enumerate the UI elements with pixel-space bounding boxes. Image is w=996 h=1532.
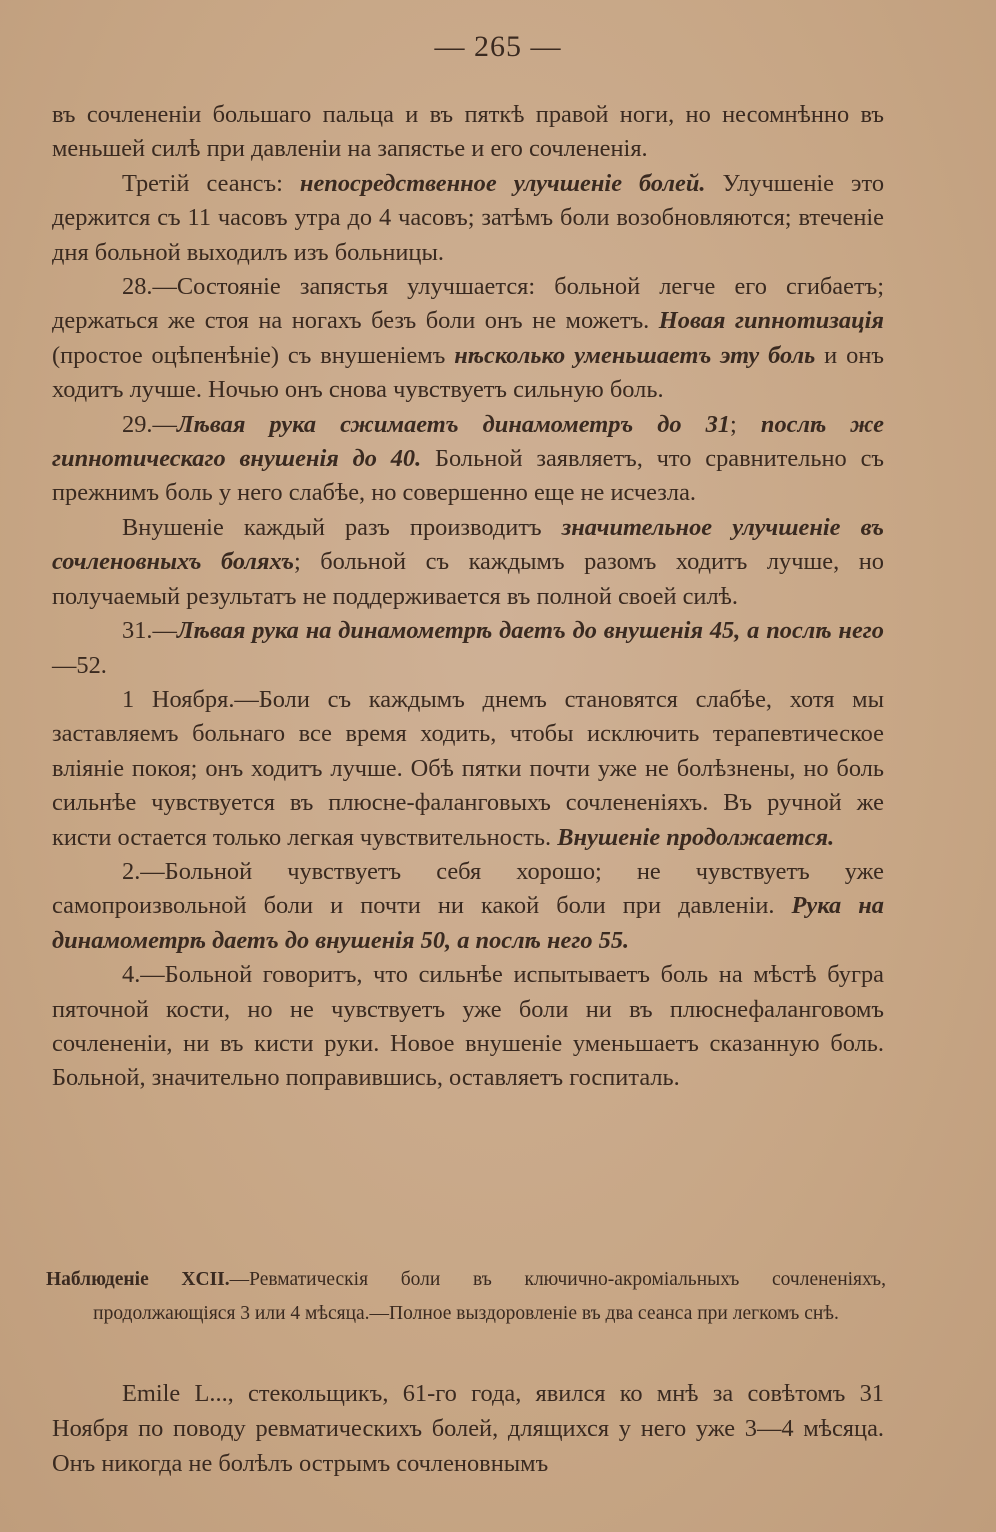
plain-text: Третій сеансъ: (122, 169, 300, 197)
emphasis-text: Новая гипнотизація (658, 307, 884, 335)
plain-text: Улучшеніе это держится съ 11 часовъ утра до 4 часовъ; затѣмъ боли возобновляются; втеченіе дня больной выходилъ изъ больницы. (52, 169, 885, 266)
plain-text: 29.— (122, 410, 177, 438)
closing-paragraph: Emile L..., стекольщикъ, 61-го года, явился ко мнѣ за совѣтомъ 31 Ноября по поводу ревматическихъ болей, длящихся у него уже 3—4 мѣсяца. Онъ никогда не болѣлъ острымъ сочленовнымъ (52, 1380, 884, 1477)
plain-text: —52. (52, 651, 107, 679)
observation-text: —Ревматическія боли въ ключично-акроміальныхъ сочлененіяхъ, продолжающіяся 3 или 4 мѣсяца.—Полное выздоровленіе въ два сеанса при легкомъ снѣ. (93, 1269, 886, 1324)
paragraph (52, 408, 884, 511)
paragraph (52, 683, 884, 855)
plain-text: и онъ ходитъ лучше. Ночью онъ снова чувствуетъ сильную боль. (52, 341, 884, 404)
paragraph (52, 270, 884, 408)
emphasis-text: нѣсколько уменьшаетъ эту боль (454, 341, 816, 369)
plain-text: 2.—Больной чувствуетъ себя хорошо; не чувствуетъ уже самопроизвольной боли и почти ни какой боли при давленіи. (52, 857, 884, 920)
closing-text (52, 1376, 884, 1481)
plain-text: (простое оцѣпенѣніе) съ внушеніемъ (52, 341, 455, 369)
plain-text: въ сочлененіи большаго пальца и въ пяткѣ правой ноги, но несомнѣнно въ меньшей силѣ при давленіи на запястье и его сочлененія. (52, 101, 884, 163)
page-number: — 265 — (434, 30, 562, 63)
emphasis-text: Внушеніе продолжается. (557, 823, 835, 851)
emphasis-text: непосредственное улучшеніе болей. (299, 169, 706, 197)
paragraph (52, 98, 884, 167)
plain-text: 4.—Больной говоритъ, что сильнѣе испытываетъ боль на мѣстѣ бугра пяточной кости, но не чувствуетъ уже боли ни въ плюснефаланговомъ сочлененіи, ни въ кисти руки. Новое внушеніе уменьшаетъ сказанную боль. Больной, значительно поправившись, оставляетъ госпиталь. (52, 961, 884, 1092)
paragraph (52, 167, 884, 270)
emphasis-text: Рука на динамометрѣ даетъ до внушенія 50, а послѣ него 55. (52, 892, 884, 954)
emphasis-text: Лѣвая рука на динамометрѣ даетъ до внушенія 45, а послѣ него (176, 617, 884, 645)
plain-text: Внушеніе каждый разъ производитъ (122, 513, 562, 541)
paragraph (52, 855, 884, 958)
plain-text: 28.—Состояніе запястья улучшается: больной легче его сгибаетъ; держаться же стоя на ногахъ безъ боли онъ не можетъ. (52, 273, 884, 335)
paragraph (52, 511, 884, 614)
body-text (52, 98, 884, 1096)
emphasis-text: значительное улучшеніе въ сочленовныхъ боляхъ (52, 513, 884, 576)
plain-text: Больной заявляетъ, что сравнительно съ прежнимъ боль у него слабѣе, но совершенно еще не исчезла. (52, 445, 885, 507)
emphasis-text: Лѣвая рука сжимаетъ динамометръ до 31 (176, 410, 731, 438)
plain-text: ; (730, 410, 761, 438)
plain-text: 1 Ноября.—Боли съ каждымъ днемъ становятся слабѣе, хотя мы заставляемъ больнаго все время ходить, чтобы исключить терапевтическое вліяніе покоя; онъ ходитъ лучше. Обѣ пятки почти уже не болѣзнены, но боль сильнѣе чувствуется въ плюсне-фаланговыхъ сочлененіяхъ. Въ ручной же кисти остается только легкая чувствительность. (52, 685, 884, 851)
observation-label: Наблюденіе XCII. (46, 1269, 230, 1290)
emphasis-text: послѣ же гипнотическаго внушенія до 40. (52, 410, 885, 473)
plain-text: 31.— (122, 617, 177, 645)
paragraph (52, 958, 884, 1096)
observation-heading (46, 1263, 886, 1331)
plain-text: ; больной съ каждымъ разомъ ходитъ лучше, но получаемый результатъ не поддерживается въ полной своей силѣ. (52, 548, 884, 610)
paragraph (52, 614, 884, 683)
